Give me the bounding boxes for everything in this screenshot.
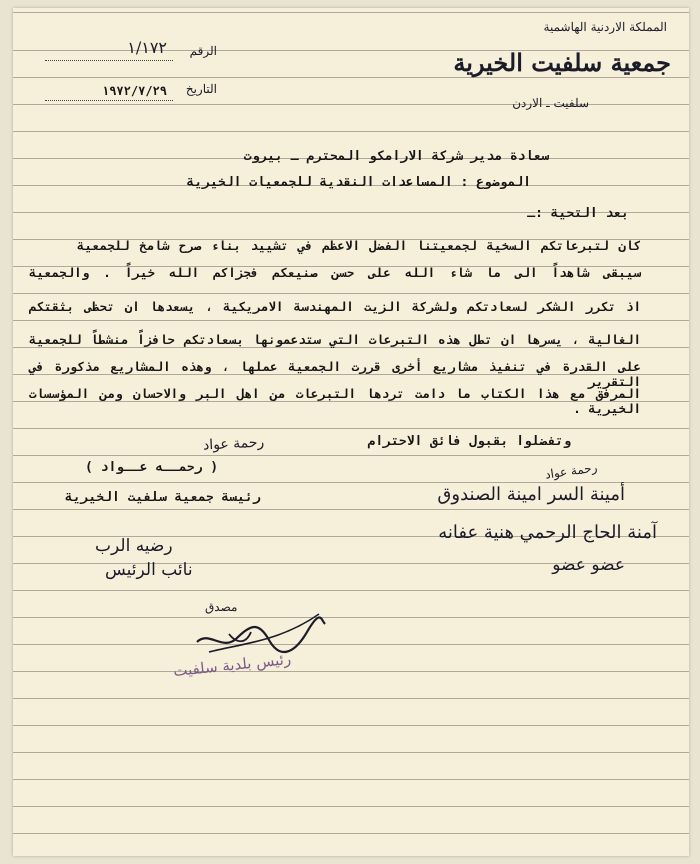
closing: وتفضلوا بقبول فائق الاحترام (367, 434, 571, 449)
approved-label: مصدق (205, 600, 238, 614)
signature-rahma: رحمة عواد (543, 460, 598, 482)
signature-secretary-treasurer: أمينة السر امينة الصندوق (437, 484, 625, 505)
signature-member-titles: عضو عضو (552, 555, 625, 575)
date-value: ١٩٧٢/٧/٢٩ (101, 84, 167, 98)
number-label: الرقم (189, 44, 217, 58)
body-line-6: المرفق مع هذا الكتاب ما دامت تردها التبرعات من اهل البر والاحسان ومن المؤسسات الخيرية . (29, 386, 641, 416)
subject: الموضوع : المساعدات النقدية للجمعيات الخيرية (186, 175, 531, 190)
society-name: جمعية سلفيت الخيرية (453, 48, 671, 77)
letter-sheet (13, 8, 689, 856)
president-title: رئيسة جمعية سلفيت الخيرية (65, 490, 261, 505)
addressee: سعادة مدير شركة الارامكو المحترم ـ بيروت (243, 149, 549, 164)
body-line-3: اذ تكرر الشكر لسعادتكم ولشركة الزيت المهندسة الامريكية ، يسعدها ان تحظى بثقتكم (29, 299, 641, 314)
vice-president-title: نائب الرئيس (105, 560, 193, 580)
body-line-1: كان لتبرعاتكم السخية لجمعيتنا الفضل الاعظم في تشييد بناء صرح شامخ للجمعية (77, 238, 641, 253)
date-label: التاريخ (185, 82, 217, 96)
signature-members: آمنة الحاج الرحمي هنية عفانه (438, 522, 657, 543)
mayor-stamp-text: رئيس بلدية سلفيت (172, 649, 292, 681)
kingdom-header: المملكة الاردنية الهاشمية (543, 20, 667, 34)
body-line-2: سيبقى شاهداً الى ما شاء الله على حسن صنيعكم فجزاكم الله خيراً . والجمعية (29, 265, 641, 280)
body-line-5: على القدرة في تنفيذ مشاريع أخرى قررت الجمعية عملها ، وهذه المشاريع مذكورة في التقرير (29, 359, 641, 389)
president-handwritten-name: رحمة عواد (202, 434, 265, 454)
date-dotted-line (45, 100, 173, 101)
society-location: سلفيت ـ الاردن (512, 96, 589, 110)
president-typed-name: ( رحمــه عــواد ) (85, 460, 219, 475)
greeting: بعد التحية :ـ (527, 206, 629, 221)
body-line-4: الغالية ، يسرها ان تطل هذه التبرعات التي ستدعمونها بسعادتكم حافزاً منشطاً للجمعية (29, 332, 641, 347)
number-value: ١/١٧٢ (127, 38, 167, 57)
vice-president-signature: رضيه الرب (95, 536, 173, 556)
number-dotted-line (45, 60, 173, 61)
